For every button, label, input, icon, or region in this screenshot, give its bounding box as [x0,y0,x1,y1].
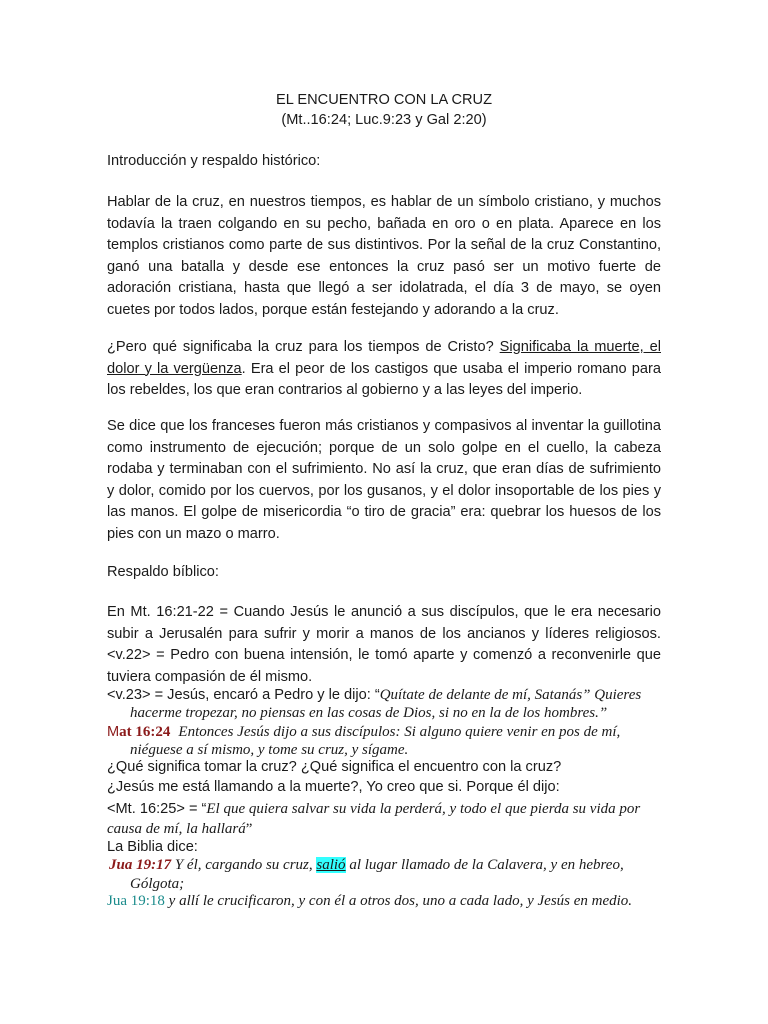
mat-16-24-text-line-2: niéguese a sí mismo, y tome su cruz, y sígame. [130,742,409,758]
verse-23 [107,686,641,704]
mt-16-25 [107,800,640,818]
mt-16-25-quote-line-1: El que quiera salvar su vida la perderá, y todo el que pierda su vida por [206,801,641,817]
paragraph-2 [107,337,661,402]
verse-23-quote-line-2: hacerme tropezar, no piensas en las cosas de Dios, si no en la de los hombres.” [130,705,608,721]
verse-23-prefix: <v.23> = Jesús, encaró a Pedro y le dijo: “ [107,687,380,703]
jua-19-17-highlight: salió [316,857,346,873]
paragraph-3: Se dice que los franceses fueron más cristianos y compasivos al inventar la guillotina como instrumento de ejecución; porque de un solo golpe en el cuello, la cabeza rodaba y terminaban con el sufrimiento. No así la cruz, que eran días de sufrimiento y dolor, comido por los cuervos, por los gusanos, y el dolor insoportable de los pies y las manos. El golpe de misericordia “o tiro de gracia” era: quebrar los huesos de los pies con un mazo o marro. [107,418,661,542]
question-1: ¿Qué significa tomar la cruz? ¿Qué significa el encuentro con la cruz? [107,759,562,775]
mat-16-24 [107,723,620,741]
jua-19-18-ref: Jua 19:18 [107,893,165,909]
paragraph-1: Hablar de la cruz, en nuestros tiempos, es hablar de un símbolo cristiano, y muchos todavía la traen colgando en su pecho, bañada en oro o en plata. Aparece en los templos cristianos como parte de sus distintivos. Por la señal de la cruz Constantino, ganó una batalla y desde ese entonces la cruz pasó ser un motivo fuerte de adoración cristiana, hasta que llegó a ser idolatrada, el día 3 de mayo, se oyen cuetes por todos lados, porque están festejando y adorando a la cruz. [107,194,661,318]
intro-heading: Introducción y respaldo histórico: [107,153,321,169]
mt-16-25-prefix: <Mt. 16:25> = “ [107,801,207,817]
mt-16-25-line-2 [107,820,252,838]
mat-16-24-m: M [107,724,120,740]
jua-19-18 [107,893,632,910]
mat-16-24-text-line-1: Entonces Jesús dijo a sus discípulos: Si alguno quiere venir en pos de mí, [178,724,621,740]
paragraph-2-end: . Era el peor de los castigos que usaba el imperio romano para los rebeldes, los que eran contrarios al gobierno y a las leyes del imperio. [107,360,661,398]
jua-19-18-text: y allí le crucificaron, y con él a otros dos, uno a cada lado, y Jesús en medio. [164,893,633,909]
mat-16-24-ref: at 16:24 [119,724,171,740]
jua-19-17 [109,857,624,874]
verse-23-quote-line-1: Quítate de delante de mí, Satanás” Quieres [379,687,642,703]
jua-19-17-ref: Jua 19:17 [109,857,172,873]
document-title: EL ENCUENTRO CON LA CRUZ [276,92,492,108]
paragraph-2-underlined: Significaba la muerte, el dolor y la vergüenza [107,339,661,377]
question-2: ¿Jesús me está llamando a la muerte?, Yo creo que si. Porque él dijo: [107,779,560,795]
mt-16-25-quote-line-2: causa de mí, la hallará [107,821,246,837]
paragraph-4: En Mt. 16:21-22 = Cuando Jesús le anunció a sus discípulos, que le era necesario subir a Jerusalén para sufrir y morir a manos de los ancianos y líderes religiosos. <v.22> = Pedro con buena intensión, le tomó aparte y comenzó a reconvenirle que tuviera compasión de él mismo. [107,604,661,685]
jua-19-17-text-a: Y él, cargando su cruz, [171,857,317,873]
jua-19-17-line-2: Gólgota; [130,876,185,892]
document-subtitle: (Mt..16:24; Luc.9:23 y Gal 2:20) [281,112,487,128]
jua-19-17-text-b: al lugar llamado de la Calavera, y en hebreo, [345,857,624,873]
biblical-heading: Respaldo bíblico: [107,564,219,580]
mt-16-25-close: ” [245,821,253,837]
paragraph-2-start: ¿Pero qué significaba la cruz para los tiempos de Cristo? [107,339,500,355]
bible-says: La Biblia dice: [107,839,198,855]
